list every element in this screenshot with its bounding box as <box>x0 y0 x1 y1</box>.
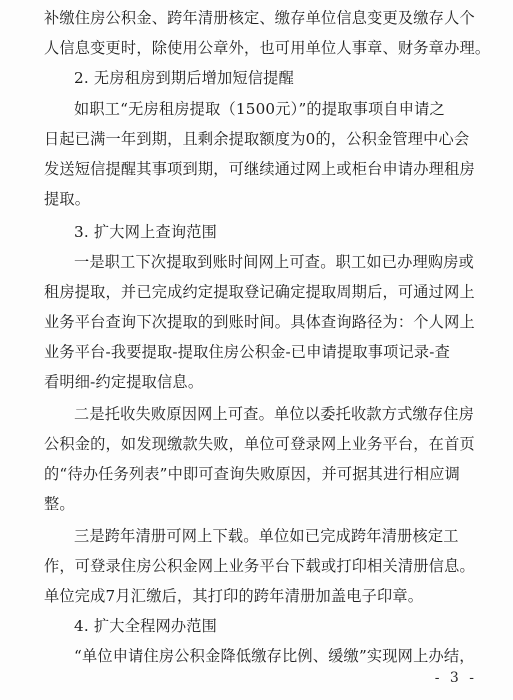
paragraph-line: 如职工“无房租房提取（1500元）”的提取事项自申请之 <box>74 100 445 118</box>
paragraph-line: 业务平台查询下次提取的到账时间。具体查询路径为：个人网上 <box>44 313 475 331</box>
paragraph-line: 业务平台-我要提取-提取住房公积金-已申请提取事项记录-查 <box>44 343 451 361</box>
paragraph-line: “单位申请住房公积金降低缴存比例、缓缴”实现网上办结， <box>74 647 475 665</box>
paragraph-line: 看明细-约定提取信息。 <box>44 373 204 391</box>
paragraph-line: 三是跨年清册可网上下载。单位如已完成跨年清册核定工 <box>74 527 459 545</box>
paragraph-line: 单位完成7月汇缴后，其打印的跨年清册加盖电子印章。 <box>44 587 424 605</box>
paragraph-line: 发送短信提醒其事项到期，可继续通过网上或柜台申请办理租房 <box>44 160 475 178</box>
paragraph-line: 租房提取，并已完成约定提取登记确定提取周期后，可通过网上 <box>44 283 475 301</box>
paragraph-line: 的“待办任务列表”中即可查询失败原因，并可据其进行相应调 <box>44 465 461 483</box>
paragraph-line: 公积金的，如发现缴款失败，单位可登录网上业务平台，在首页 <box>44 435 475 453</box>
section-heading-2: 2. 无房租房到期后增加短信提醒 <box>74 69 294 87</box>
paragraph-line: 补缴住房公积金、跨年清册核定、缴存单位信息变更及缴存人个 <box>44 9 475 27</box>
section-heading-3: 3. 扩大网上查询范围 <box>74 223 218 241</box>
paragraph-line: 提取。 <box>44 190 91 208</box>
paragraph-line: 日起已满一年到期，且剩余提取额度为0的，公积金管理中心会 <box>44 130 470 148</box>
paragraph-line: 人信息变更时，除使用公章外，也可用单位人事章、财务章办理。 <box>44 39 491 57</box>
section-heading-4: 4. 扩大全程网办范围 <box>74 617 218 635</box>
paragraph-line: 二是托收失败原因网上可查。单位以委托收款方式缴存住房 <box>74 405 475 423</box>
page-number: - 3 - <box>434 670 477 686</box>
paragraph-line: 一是职工下次提取到账时间网上可查。职工如已办理购房或 <box>74 253 475 271</box>
paragraph-line: 作，可登录住房公积金网上业务平台下载或打印相关清册信息。 <box>44 557 475 575</box>
paragraph-line: 整。 <box>44 495 75 513</box>
